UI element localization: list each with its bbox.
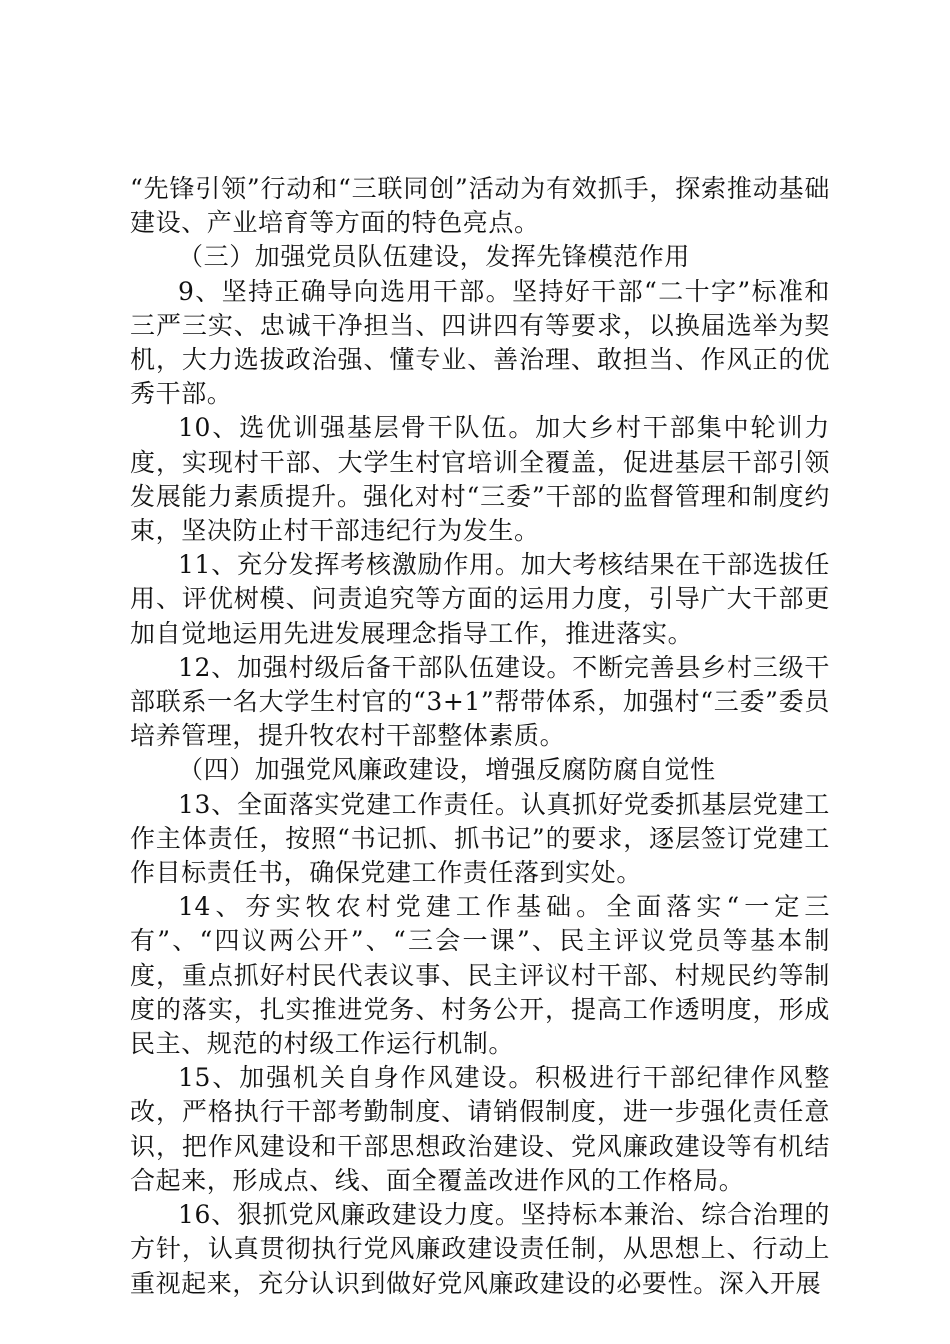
section-heading-3: （三）加强党员队伍建设，发挥先锋模范作用 <box>178 242 691 272</box>
paragraph-item-13: 13、全面落实党建工作责任。认真抓好党委抓基层党建工作主体责任，按照“书记抓、抓书记”的要求，逐层签订党建工作目标责任书，确保党建工作责任落到实处。 <box>130 789 830 888</box>
paragraph-item-10: 10、选优训强基层骨干队伍。加大乡村干部集中轮训力度，实现村干部、大学生村官培训全覆盖，促进基层干部引领发展能力素质提升。强化对村“三委”干部的监督管理和制度约束，坚决防止村干部违纪行为发生。 <box>130 413 830 546</box>
paragraph-item-14: 14、夯实牧农村党建工作基础。全面落实“一定三有”、“四议两公开”、“三会一课”、民主评议党员等基本制度，重点抓好村民代表议事、民主评议村干部、村规民约等制度的落实，扎实推进党务、村务公开，提高工作透明度，形成民主、规范的村级工作运行机制。 <box>130 892 830 1059</box>
paragraph-item-15: 15、加强机关自身作风建设。积极进行干部纪律作风整改，严格执行干部考勤制度、请销假制度，进一步强化责任意识，把作风建设和干部思想政治建设、党风廉政建设等有机结合起来，形成点、线、面全覆盖改进作风的工作格局。 <box>130 1063 830 1195</box>
paragraph-item-11: 11、充分发挥考核激励作用。加大考核结果在干部选拔任用、评优树模、问责追究等方面的运用力度，引导广大干部更加自觉地运用先进发展理念指导工作，推进落实。 <box>130 550 830 648</box>
paragraph-continuation: “先锋引领”行动和“三联同创”活动为有效抓手，探索推动基础建设、产业培育等方面的特色亮点。 <box>130 174 830 238</box>
section-heading-4: （四）加强党风廉政建设，增强反腐防腐自觉性 <box>178 755 716 785</box>
document-body <box>130 172 830 1301</box>
paragraph-item-12: 12、加强村级后备干部队伍建设。不断完善县乡村三级干部联系一名大学生村官的“3+1”帮带体系，加强村“三委”委员培养管理，提升牧农村干部整体素质。 <box>130 652 830 751</box>
paragraph-item-9: 9、坚持正确导向选用干部。坚持好干部“二十字”标准和三严三实、忠诚干净担当、四讲四有等要求，以换届选举为契机，大力选拔政治强、懂专业、善治理、敢担当、作风正的优秀干部。 <box>130 276 830 409</box>
paragraph-item-16: 16、狠抓党风廉政建设力度。坚持标本兼治、综合治理的方针，认真贯彻执行党风廉政建设责任制，从思想上、行动上重视起来，充分认识到做好党风廉政建设的必要性。深入开展 <box>130 1200 830 1298</box>
